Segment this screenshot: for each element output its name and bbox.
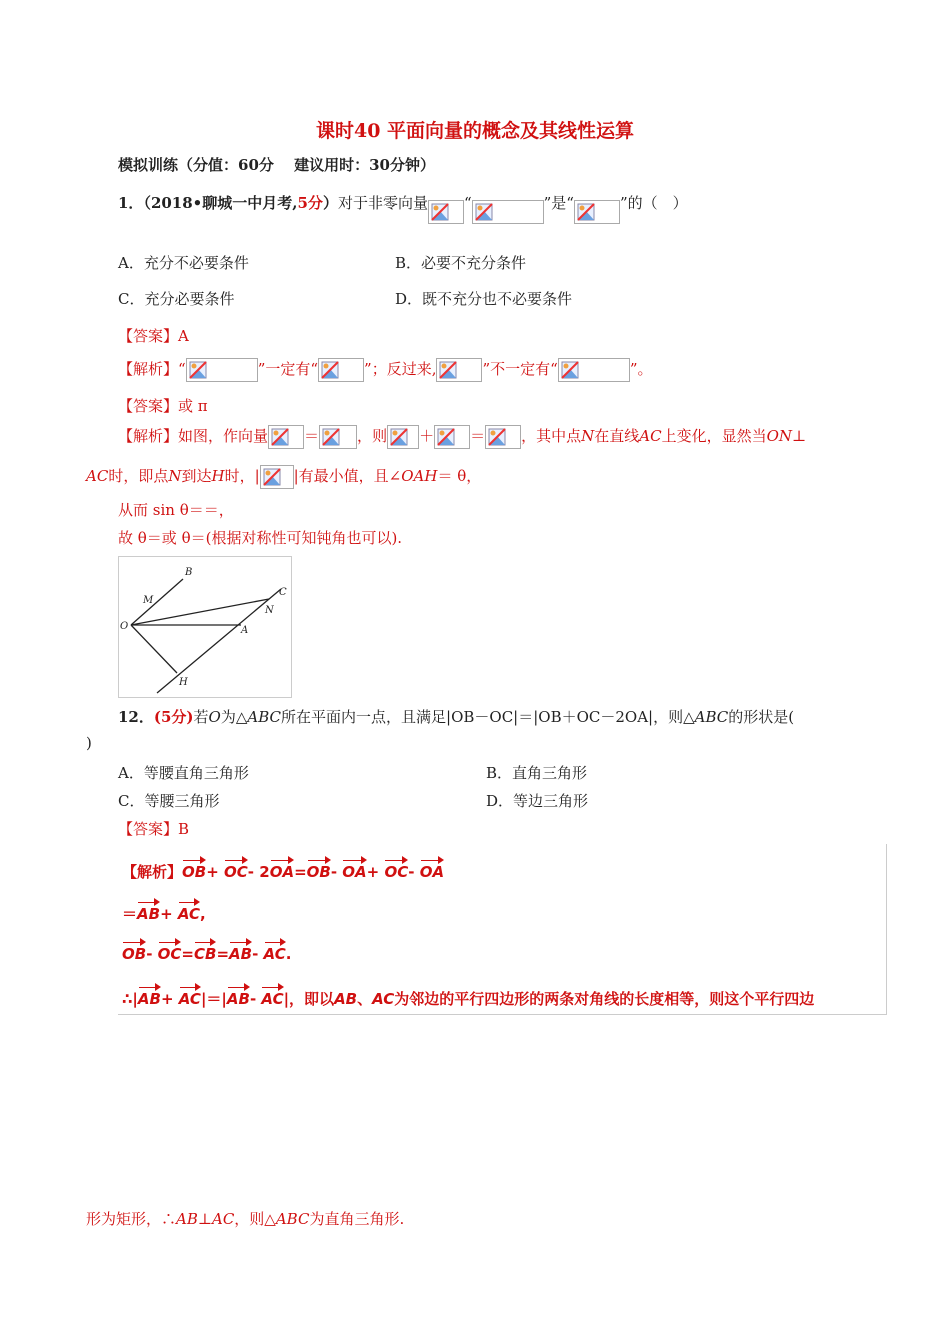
q11-explanation-line4: 故 θ＝或 θ＝(根据对称性可知钝角也可以). bbox=[118, 529, 403, 547]
q12-expl-line4: ∴|AB+ AC|＝|AB- AC|，即以AB、AC为邻边的平行四边形的两条对角线的长度相等，则这个平行四边 bbox=[122, 990, 815, 1008]
broken-image-icon bbox=[434, 425, 470, 449]
broken-image-icon bbox=[260, 465, 294, 489]
q12-stem-close: ) bbox=[86, 734, 92, 752]
q12-option-c: C．等腰三角形 bbox=[118, 792, 220, 810]
label-c: C bbox=[279, 587, 287, 598]
q11-explanation-line1: 【解析】如图，作向量 ＝ ，则 ＋ ＝ ，其中点N在直线AC上变化，显然当ON⊥ bbox=[118, 425, 806, 449]
label-m: M bbox=[143, 595, 154, 606]
q1-option-b: B．必要不充分条件 bbox=[395, 254, 527, 272]
q1-option-a: A．充分不必要条件 bbox=[118, 254, 249, 272]
broken-image-icon bbox=[558, 358, 630, 382]
geometry-figure bbox=[118, 556, 292, 698]
broken-image-icon bbox=[318, 358, 364, 382]
broken-image-icon bbox=[485, 425, 521, 449]
broken-image-icon bbox=[319, 425, 357, 449]
q12-expl-line3: OB- OC=CB=AB- AC. bbox=[122, 945, 292, 963]
label-a: A bbox=[241, 625, 249, 636]
q12-expl-line2: ＝AB+ AC, bbox=[122, 905, 206, 923]
line-ac bbox=[157, 589, 281, 693]
page-title: 课时40 平面向量的概念及其线性运算 bbox=[315, 120, 635, 142]
subtitle: 模拟训练（分值：60分 建议用时：30分钟） bbox=[118, 156, 435, 174]
q11-explanation-line2: AC时，即点N到达H时，| |有最小值，且∠OAH＝ θ， bbox=[86, 465, 481, 489]
q12-option-d: D．等边三角形 bbox=[486, 792, 589, 810]
q1-answer: 【答案】A bbox=[118, 327, 189, 345]
segment-ob bbox=[131, 579, 183, 625]
broken-image-icon bbox=[387, 425, 419, 449]
q12-expl-continuation: 形为矩形，∴AB⊥AC，则△ABC为直角三角形. bbox=[86, 1210, 405, 1228]
broken-image-icon bbox=[428, 200, 464, 224]
q1-explanation: 【解析】“ ”一定有“ ”；反过来, ”不一定有“ ”。 bbox=[118, 358, 652, 382]
q11-answer: 【答案】或 π bbox=[118, 397, 208, 415]
q12-option-a: A．等腰直角三角形 bbox=[118, 764, 249, 782]
broken-image-icon bbox=[268, 425, 304, 449]
broken-image-icon bbox=[186, 358, 258, 382]
q12-option-b: B．直角三角形 bbox=[486, 764, 588, 782]
label-n: N bbox=[265, 605, 274, 616]
q1-option-d: D．既不充分也不必要条件 bbox=[395, 290, 573, 308]
broken-image-icon bbox=[574, 200, 620, 224]
q12-answer: 【答案】B bbox=[118, 820, 190, 838]
segment-oh bbox=[131, 625, 177, 673]
figure-svg bbox=[119, 557, 291, 697]
q1-stem: 1．（2018•聊城一中月考,5分）对于非零向量 “ ”是“ ”的（ ） bbox=[118, 192, 688, 216]
q1-option-c: C．充分必要条件 bbox=[118, 290, 235, 308]
label-h: H bbox=[179, 677, 188, 688]
q12-stem: 12．(5分)若O为△ABC所在平面内一点，且满足|OB－OC|＝|OB＋OC－2OA|，则△ABC的形状是( bbox=[118, 708, 795, 726]
broken-image-icon bbox=[436, 358, 482, 382]
q12-expl-line1: 【解析】OB+ OC- 2OA=OB- OA+ OC- OA bbox=[122, 863, 445, 881]
label-b: B bbox=[185, 567, 193, 578]
label-o: O bbox=[120, 621, 129, 632]
broken-image-icon bbox=[472, 200, 544, 224]
q11-explanation-line3: 从而 sin θ＝＝， bbox=[118, 501, 234, 519]
